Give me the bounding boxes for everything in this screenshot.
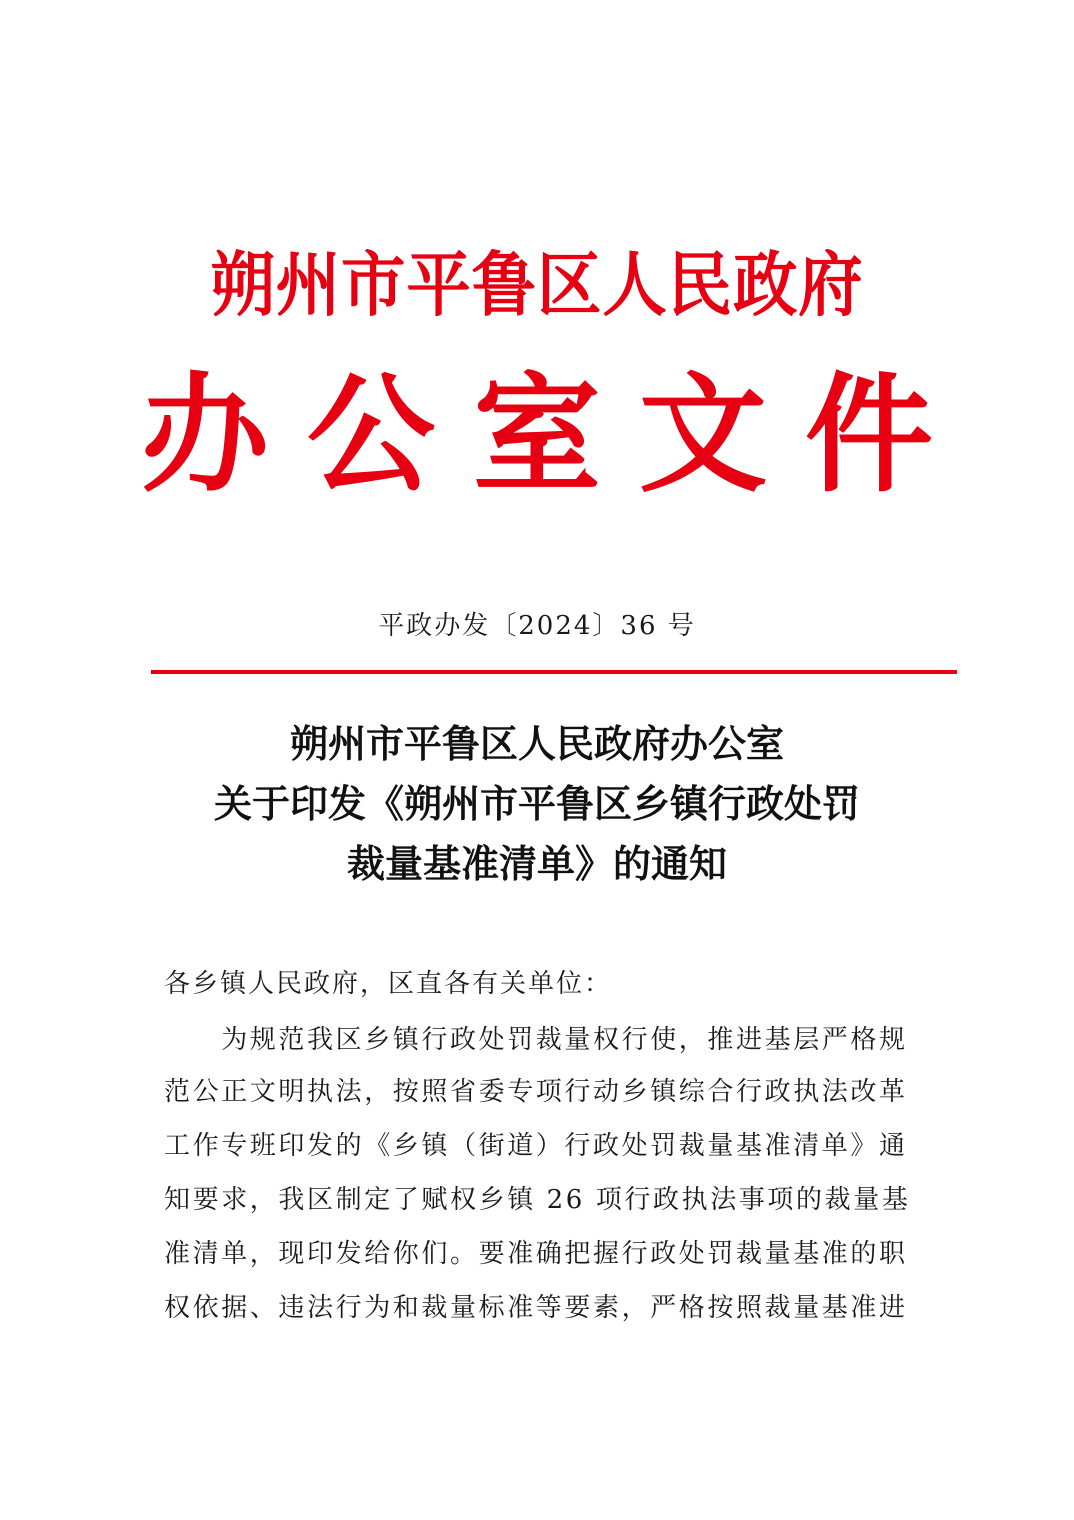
notice-title-line-3: 裁量基准清单》的通知 (346, 841, 727, 886)
document-number: 平政办发〔2024〕36 号 (378, 611, 696, 641)
body-line-5: 准清单，现印发给你们。要准确把握行政处罚裁量基准的职 (164, 1239, 908, 1269)
body-line-4: 知要求，我区制定了赋权乡镇 26 项行政执法事项的裁量基 (164, 1185, 911, 1215)
salutation: 各乡镇人民政府，区直各有关单位： (164, 969, 613, 999)
notice-title (100, 714, 974, 894)
body-line-1: 为规范我区乡镇行政处罚裁量权行使，推进基层严格规 (164, 1025, 908, 1055)
notice-title-line-1: 朔州市平鲁区人民政府办公室 (289, 721, 784, 766)
body-line-3: 工作专班印发的《乡镇（街道）行政处罚裁量基准清单》通 (164, 1131, 908, 1161)
notice-title-line-2: 关于印发《朔州市平鲁区乡镇行政处罚 (213, 781, 860, 826)
body-line-6: 权依据、违法行为和裁量标准等要素，严格按照裁量基准进 (164, 1293, 908, 1323)
document-type-heading: 办公室文件 (140, 360, 971, 510)
issuing-organization: 朔州市平鲁区人民政府 (210, 243, 864, 326)
body-line-2: 范公正文明执法，按照省委专项行动乡镇综合行政执法改革 (164, 1077, 908, 1107)
red-divider-line (151, 670, 957, 674)
